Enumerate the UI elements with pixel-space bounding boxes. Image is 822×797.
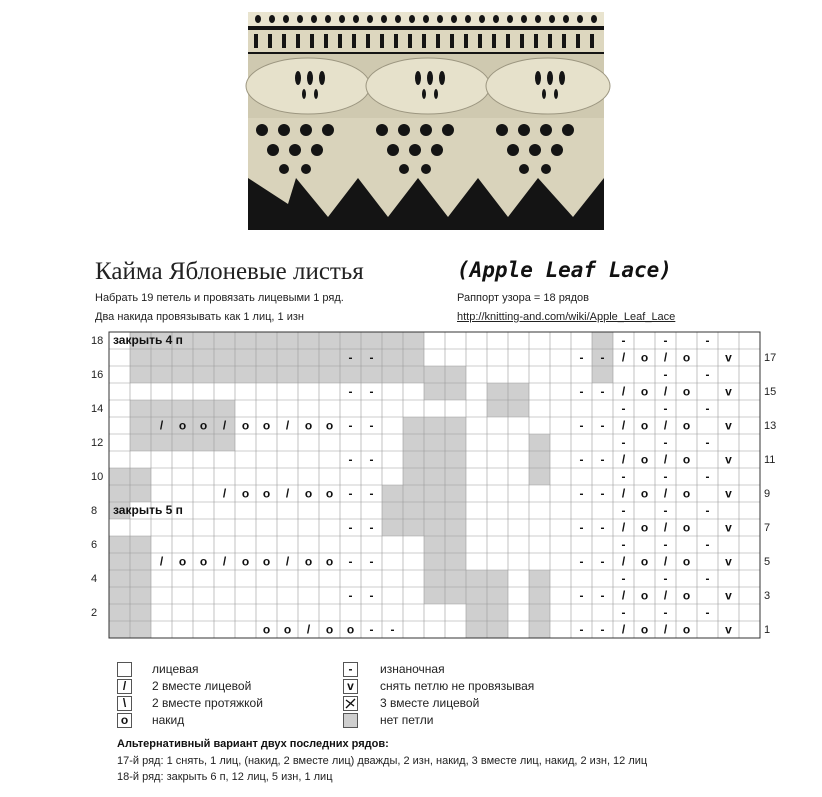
- double-yo-instruction: Два накида провязывать как 1 лиц, 1 изн: [95, 311, 304, 323]
- chart-symbol: -: [663, 605, 668, 620]
- row-number: 18: [91, 335, 104, 347]
- chart-symbol: -: [369, 588, 374, 603]
- chart-symbol: o: [640, 384, 649, 399]
- chart-symbol: -: [621, 605, 626, 620]
- chart-symbol: -: [579, 350, 584, 365]
- chart-symbol: /: [159, 418, 164, 433]
- lace-photo-drawing: [248, 12, 604, 230]
- chart-symbol: o: [682, 350, 691, 365]
- chart-symbol: -: [600, 622, 605, 637]
- row-number: 1: [764, 624, 771, 636]
- chart-symbol: /: [621, 452, 626, 467]
- chart-symbol: o: [346, 622, 355, 637]
- row-number: 6: [91, 539, 98, 551]
- legend-symbol-k3tog: [343, 696, 358, 711]
- chart-symbol: /: [621, 384, 626, 399]
- chart-symbol: /: [663, 350, 668, 365]
- chart-symbol: -: [705, 401, 710, 416]
- row-number: 4: [91, 573, 98, 585]
- chart-symbol: -: [663, 401, 668, 416]
- chart-symbol: o: [262, 486, 271, 501]
- chart-symbol: o: [199, 418, 208, 433]
- row-number: 13: [764, 420, 777, 432]
- chart-symbol: -: [600, 520, 605, 535]
- chart-symbol: -: [663, 571, 668, 586]
- row-number: 3: [764, 590, 771, 602]
- chart-symbol: -: [369, 418, 374, 433]
- chart-symbol: -: [600, 384, 605, 399]
- alternative-row-17: 17-й ряд: 1 снять, 1 лиц, (накид, 2 вместе лиц) дважды, 2 изн, накид, 3 вместе лиц, накид, 2 изн, 12 лиц: [117, 755, 648, 767]
- chart-symbol: o: [199, 554, 208, 569]
- chart-symbol: -: [369, 486, 374, 501]
- legend-symbol-no-stitch: [343, 713, 358, 728]
- chart-symbol: o: [304, 554, 313, 569]
- chart-symbol: -: [600, 588, 605, 603]
- chart-symbol: -: [348, 384, 353, 399]
- chart-symbol: /: [285, 418, 290, 433]
- chart-symbol: -: [390, 622, 395, 637]
- row-number: 9: [764, 488, 771, 500]
- chart-symbol: -: [705, 469, 710, 484]
- chart-symbol: -: [369, 554, 374, 569]
- lace-photo: [248, 12, 604, 230]
- chart-symbol: o: [682, 588, 691, 603]
- chart-symbol: /: [285, 486, 290, 501]
- source-link[interactable]: http://knitting-and.com/wiki/Apple_Leaf_Lace: [457, 311, 676, 323]
- row-number: 7: [764, 522, 771, 534]
- legend-label-slip: снять петлю не провязывая: [380, 679, 535, 693]
- chart-symbol: /: [621, 350, 626, 365]
- chart-symbol: -: [663, 435, 668, 450]
- chart-symbol: -: [579, 588, 584, 603]
- chart-symbol: o: [178, 418, 187, 433]
- row-number: 17: [764, 352, 777, 364]
- chart-symbol: -: [600, 418, 605, 433]
- chart-symbol: -: [600, 486, 605, 501]
- repeat-info: Раппорт узора = 18 рядов: [457, 292, 590, 304]
- chart-symbol: o: [682, 520, 691, 535]
- chart-symbol: /: [663, 486, 668, 501]
- chart-symbol: v: [725, 520, 732, 535]
- chart-symbol: /: [621, 588, 626, 603]
- row-number: 16: [91, 369, 104, 381]
- chart-symbol: -: [369, 384, 374, 399]
- chart-symbol: o: [640, 520, 649, 535]
- chart-symbol: -: [579, 452, 584, 467]
- row-bind-off-label: закрыть 4 п: [113, 333, 183, 347]
- legend-symbol-yo: o: [117, 713, 132, 728]
- chart-symbol: o: [325, 554, 334, 569]
- chart-symbol: -: [348, 486, 353, 501]
- chart-symbol: o: [241, 554, 250, 569]
- chart-symbol: /: [663, 452, 668, 467]
- chart-symbol: /: [663, 418, 668, 433]
- chart-symbol: o: [682, 622, 691, 637]
- row-number: 5: [764, 556, 771, 568]
- pattern-title-ru: Кайма Яблоневые листья: [95, 258, 364, 285]
- k3tog-icon: [344, 697, 357, 710]
- chart-symbol: /: [621, 418, 626, 433]
- cast-on-instruction: Набрать 19 петель и провязать лицевыми 1 ряд.: [95, 292, 344, 304]
- chart-symbol: /: [306, 622, 311, 637]
- legend-label-k3tog: 3 вместе лицевой: [380, 696, 480, 710]
- chart-symbol: -: [369, 622, 374, 637]
- chart-symbol: -: [348, 588, 353, 603]
- alternative-row-18: 18-й ряд: закрыть 6 п, 12 лиц, 5 изн, 1 лиц: [117, 771, 333, 783]
- chart-symbol: /: [621, 622, 626, 637]
- pattern-title-en: (Apple Leaf Lace): [457, 258, 672, 282]
- chart-symbol: o: [325, 418, 334, 433]
- knitting-chart: [89, 332, 777, 648]
- legend-label-yo: накид: [152, 713, 185, 727]
- chart-symbol: v: [725, 554, 732, 569]
- row-number: 11: [764, 454, 776, 466]
- chart-symbol: -: [369, 452, 374, 467]
- chart-symbol: o: [262, 622, 271, 637]
- chart-symbol: o: [262, 418, 271, 433]
- chart-symbol: o: [640, 418, 649, 433]
- chart-symbol: /: [663, 622, 668, 637]
- no-stitch-cell: [529, 434, 550, 485]
- chart-symbol: o: [682, 554, 691, 569]
- chart-symbol: -: [348, 554, 353, 569]
- legend-label-k2tog: 2 вместе лицевой: [152, 679, 252, 693]
- row-bind-off-label: закрыть 5 п: [113, 503, 183, 517]
- chart-symbol: v: [725, 418, 732, 433]
- chart-symbol: /: [222, 418, 227, 433]
- chart-symbol: v: [725, 588, 732, 603]
- chart-symbol: -: [579, 384, 584, 399]
- chart-symbol: -: [705, 503, 710, 518]
- chart-symbol: -: [663, 469, 668, 484]
- row-number: 8: [91, 505, 98, 517]
- chart-symbol: -: [705, 367, 710, 382]
- chart-symbol: -: [579, 418, 584, 433]
- chart-symbol: -: [705, 435, 710, 450]
- chart-symbol: -: [579, 554, 584, 569]
- chart-symbol: o: [682, 452, 691, 467]
- chart-symbol: o: [283, 622, 292, 637]
- chart-symbol: o: [325, 486, 334, 501]
- chart-symbol: /: [222, 486, 227, 501]
- row-number: 15: [764, 386, 777, 398]
- chart-symbol: o: [640, 554, 649, 569]
- chart-symbol: -: [621, 469, 626, 484]
- chart-symbol: o: [640, 588, 649, 603]
- chart-symbol: /: [663, 520, 668, 535]
- chart-symbol: -: [621, 333, 626, 348]
- chart-symbol: /: [621, 554, 626, 569]
- legend-symbol-ssk: \: [117, 696, 132, 711]
- chart-symbol: o: [304, 486, 313, 501]
- chart-symbol: o: [640, 486, 649, 501]
- chart-symbol: o: [682, 486, 691, 501]
- legend-symbol-knit: [117, 662, 132, 677]
- chart-symbol: o: [241, 418, 250, 433]
- legend-label-no-stitch: нет петли: [380, 713, 434, 727]
- chart-symbol: -: [705, 605, 710, 620]
- chart-symbol: v: [725, 384, 732, 399]
- chart-symbol: -: [579, 486, 584, 501]
- chart-symbol: -: [705, 537, 710, 552]
- chart-symbol: -: [705, 333, 710, 348]
- chart-symbol: /: [222, 554, 227, 569]
- row-number: 14: [91, 403, 104, 415]
- chart-symbol: -: [705, 571, 710, 586]
- chart-symbol: o: [682, 418, 691, 433]
- row-number: 2: [91, 607, 98, 619]
- chart-symbol: o: [325, 622, 334, 637]
- chart-symbol: -: [621, 401, 626, 416]
- chart-symbol: /: [663, 384, 668, 399]
- legend-label-purl: изнаночная: [380, 662, 445, 676]
- row-number: 12: [91, 437, 104, 449]
- chart-symbol: -: [621, 435, 626, 450]
- chart-symbol: /: [285, 554, 290, 569]
- chart-symbol: o: [178, 554, 187, 569]
- chart-symbol: o: [640, 622, 649, 637]
- chart-symbol: v: [725, 622, 732, 637]
- chart-symbol: v: [725, 452, 732, 467]
- chart-symbol: -: [600, 554, 605, 569]
- chart-symbol: -: [348, 418, 353, 433]
- chart-symbol: -: [621, 537, 626, 552]
- chart-symbol: -: [663, 503, 668, 518]
- chart-symbol: v: [725, 350, 732, 365]
- legend-label-knit: лицевая: [152, 662, 199, 676]
- chart-symbol: -: [663, 333, 668, 348]
- chart-symbol: -: [600, 350, 605, 365]
- chart-symbol: -: [369, 350, 374, 365]
- chart-symbol: -: [348, 452, 353, 467]
- chart-symbol: /: [663, 554, 668, 569]
- chart-symbol: -: [663, 537, 668, 552]
- chart-symbol: -: [621, 503, 626, 518]
- chart-symbol: -: [348, 350, 353, 365]
- legend-symbol-purl: -: [343, 662, 358, 677]
- chart-symbol: /: [621, 486, 626, 501]
- chart-symbol: -: [369, 520, 374, 535]
- chart-symbol: -: [621, 571, 626, 586]
- chart-symbol: o: [682, 384, 691, 399]
- chart-symbol: o: [640, 452, 649, 467]
- legend-label-ssk: 2 вместе протяжкой: [152, 696, 263, 710]
- chart-symbol: -: [600, 452, 605, 467]
- chart-symbol: -: [663, 367, 668, 382]
- chart-symbol: o: [304, 418, 313, 433]
- chart-symbol: -: [579, 622, 584, 637]
- chart-symbol: o: [262, 554, 271, 569]
- chart-symbol: o: [640, 350, 649, 365]
- chart-symbol: /: [159, 554, 164, 569]
- legend-symbol-slip: v: [343, 679, 358, 694]
- chart-symbol: /: [663, 588, 668, 603]
- chart-symbol: /: [621, 520, 626, 535]
- alternative-title: Альтернативный вариант двух последних рядов:: [117, 738, 389, 750]
- chart-symbol: o: [241, 486, 250, 501]
- row-number: 10: [91, 471, 104, 483]
- legend-symbol-k2tog: /: [117, 679, 132, 694]
- chart-symbol: -: [579, 520, 584, 535]
- chart-symbol: v: [725, 486, 732, 501]
- chart-symbol: -: [348, 520, 353, 535]
